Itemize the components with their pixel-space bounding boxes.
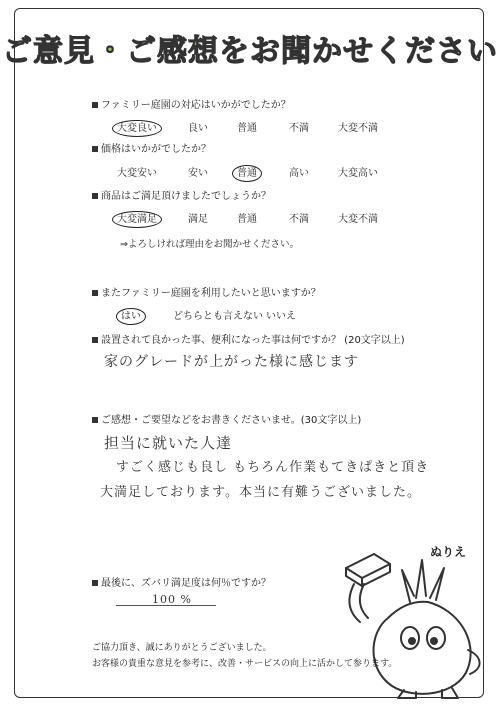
survey-title: ご意見・ご感想をお聞かせください [2, 34, 498, 69]
question-3: 商品はご満足頂けましたでしょうか？ [92, 187, 271, 202]
q2-option-4[interactable]: 高い [289, 168, 309, 179]
q3-option-2[interactable]: 満足 [188, 214, 208, 225]
q3-option-5[interactable]: 大変不満 [338, 214, 378, 225]
q1-option-2[interactable]: 良い [188, 123, 208, 134]
q1-option-5[interactable]: 大変不満 [338, 123, 378, 134]
footer-note: お客様の貴重な意見を参考に、改善・サービスの向上に活かして参ります。 [92, 659, 398, 669]
q1-option-1[interactable]: 大変良い [117, 119, 157, 134]
question-4: またファミリー庭園を利用したいと思いますか？ [92, 284, 321, 299]
square-bullet-icon [92, 290, 98, 296]
q1-option-4[interactable]: 不満 [289, 123, 309, 134]
q5-handwritten-answer[interactable]: 家のグレードが上がった様に感じます [104, 354, 359, 370]
footer-thanks: ご協力頂き、誠にありがとうございました。 [92, 643, 272, 653]
q2-option-2[interactable]: 安い [188, 168, 208, 179]
q1-option-3[interactable]: 普通 [237, 123, 257, 134]
q3-option-1[interactable]: 大変満足 [117, 210, 157, 225]
q7-percent-answer[interactable]: 100 % [152, 593, 192, 606]
square-bullet-icon [92, 102, 98, 108]
q6-answer-line-3[interactable]: 大満足しております。本当に有難うございました。 [100, 485, 421, 500]
question-7: 最後に、ズバリ満足度は何％ですか？ [92, 574, 271, 589]
q3-option-3[interactable]: 普通 [237, 214, 257, 225]
q6-answer-line-2[interactable]: すごく感じも良し もちろん作業もてきぱきと頂き [116, 460, 430, 475]
mascot-onion-illustration [318, 540, 488, 700]
mascot-coloring-label: ぬりえ [430, 545, 467, 559]
square-bullet-icon [92, 146, 98, 152]
question-1: ファミリー庭園の対応はいかがでしたか？ [92, 96, 291, 111]
q2-option-5[interactable]: 大変高い [338, 168, 378, 179]
q4-option-2[interactable]: どちらとも言えない [173, 311, 263, 322]
square-bullet-icon [92, 193, 98, 199]
q6-answer-line-1[interactable]: 担当に就いた人達 [104, 434, 233, 452]
q3-reason-note: ⇒よろしければ理由をお聞かせください。 [120, 239, 299, 250]
percent-underline [116, 605, 216, 606]
q4-option-3[interactable]: いいえ [266, 311, 296, 322]
question-2: 価格はいかがでしたか？ [92, 140, 211, 155]
question-6: ご感想・ご要望などをお書きくださいませ。(30文字以上) [92, 411, 361, 426]
q2-option-1[interactable]: 大変安い [117, 168, 157, 179]
question-5: 設置されて良かった事、便利になった事は何ですか？ (20文字以上) [92, 331, 405, 346]
q2-option-3[interactable]: 普通 [237, 164, 257, 179]
square-bullet-icon [92, 337, 98, 343]
square-bullet-icon [92, 580, 98, 586]
square-bullet-icon [92, 417, 98, 423]
q3-option-4[interactable]: 不満 [289, 214, 309, 225]
q4-option-1[interactable]: はい [121, 307, 141, 322]
